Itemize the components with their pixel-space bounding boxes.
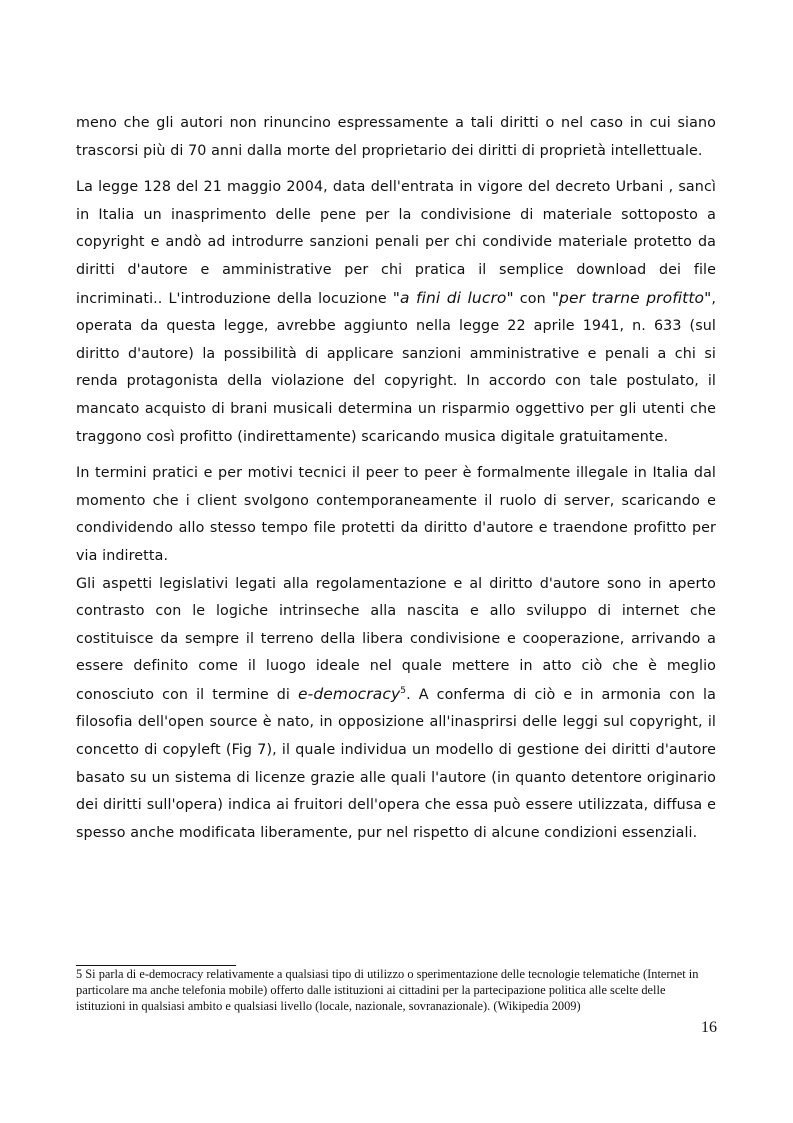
paragraph-3 [76,460,716,570]
paragraph-2 [76,174,716,451]
footnote-reference[interactable]: 5 [400,686,407,697]
footnote-text: 5 Si parla di e-democracy relativamente a qualsiasi tipo di utilizzo o sperimentazione delle tecnologie telematiche (Internet in particolare ma anche telefonia mobile) offerto dalle istituzioni ai cittadini per la partecipazione politica alle scelte delle istituzioni in qualsiasi ambito e qualsiasi livello (locale, nazionale, sovranazionale). (Wikipedia 2009) [76,967,699,1014]
paragraph-1-text: meno che gli autori non rinuncino espressamente a tali diritti o nel caso in cui siano trascorsi più di 70 anni dalla morte del proprietario dei diritti di proprietà intellettuale. [76,115,716,159]
footnote-5 [76,966,716,1015]
italic-quote-a-fini-di-lucro: "a fini di lucro" [392,288,514,307]
italic-quote-per-trarne-profitto: "per trarne profitto" [551,288,712,307]
body-text [76,110,716,847]
paragraph-4 [76,571,716,848]
page-number: 16 [701,1019,717,1036]
paragraph-2-text-c: , operata da questa legge, avrebbe aggiunto nella legge 22 aprile 1941, n. 633 (sul diritto d'autore) la possibilità di applicare sanzioni amministrative e penali a chi si renda protagonista della violazione del copyright. In accordo con tale postulato, il mancato acquisto di brani musicali determina un risparmio oggettivo per gli utenti che traggono così profitto (indirettamente) scaricando musica digitale gratuitamente. [76,290,716,445]
paragraph-4-text-b: . A conferma di ciò e in armonia con la filosofia dell'open source è nato, in opposizione all'inasprirsi delle leggi sul copyright, il concetto di copyleft (Fig 7), il quale individua un modello di gestione dei diritti d'autore basato su un sistema di licenze grazie alle quali l'autore (in quanto detentore originario dei diritti sull'opera) indica ai fruitori dell'opera che essa può essere utilizzata, diffusa e spesso anche modificata liberamente, pur nel rispetto di alcune condizioni essenziali. [76,686,716,841]
paragraph-1 [76,110,716,165]
paragraph-2-text-a: La legge 128 del 21 maggio 2004, data dell'entrata in vigore del decreto Urbani , sancì in Italia un inasprimento delle pene per la condivisione di materiale sottoposto a copyright e andò ad introdurre sanzioni penali per chi condivide materiale protetto da diritti d'autore e amministrative per chi pratica il semplice download dei file incriminati.. L'introduzione della locuzione [76,179,716,307]
paragraph-3-text: In termini pratici e per motivi tecnici il peer to peer è formalmente illegale in Italia dal momento che i client svolgono contemporaneamente il ruolo di server, scaricando e condividendo allo stesso tempo file protetti da diritto d'autore e traendone profitto per via indiretta. [76,465,716,564]
paragraph-4-text-a: Gli aspetti legislativi legati alla regolamentazione e al diritto d'autore sono in aperto contrasto con le logiche intrinseche alla nascita e allo sviluppo di internet che costituisce da sempre il terreno della libera condivisione e cooperazione, arrivando a essere definito come il luogo ideale nel quale mettere in atto ciò che è meglio conosciuto con il termine di [76,575,716,703]
italic-term-e-democracy: e-democracy [297,684,401,703]
paragraph-2-text-b: con [513,290,552,307]
